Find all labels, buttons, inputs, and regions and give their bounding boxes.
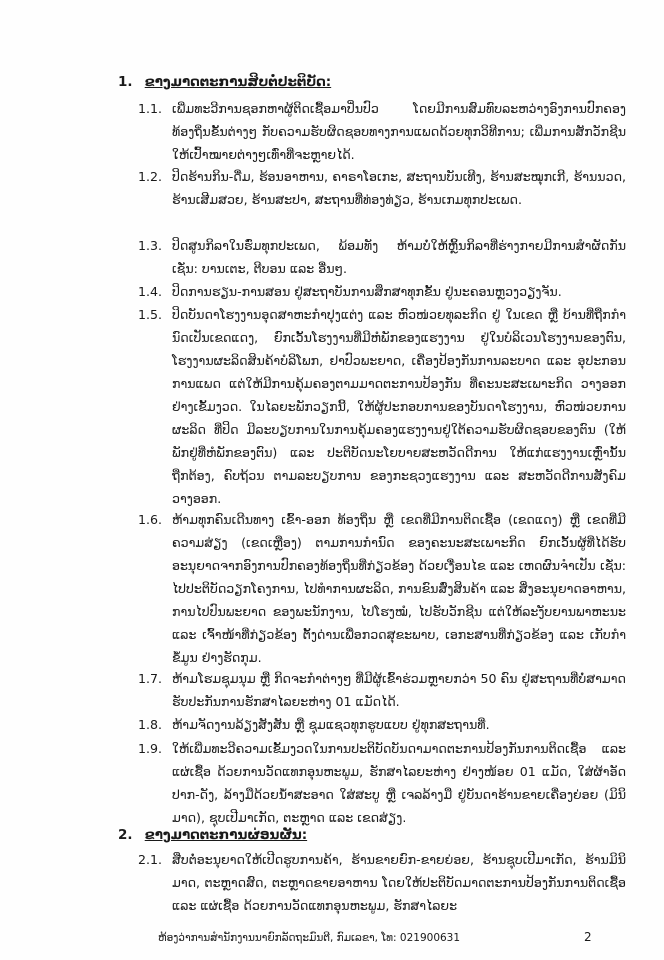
section-2-heading xyxy=(118,826,307,844)
item-number: 2.1. xyxy=(138,852,163,867)
item-text: ປິດການຮຽນ-ການສອນ ຢູ່ສະຖາບັນການສຶກສາທຸກຂັ້ນ ຢູ່ນະຄອນຫຼວງວຽງຈັນ. xyxy=(172,284,562,299)
item-text: ຫ້າມໂຮມຊຸມນຸມ ຫຼື ກິດຈະກໍາຕ່າງໆ ທີ່ມີຜູ້ເຂົ້າຮ່ວມຫຼາຍກວ່າ 50 ຄົນ ຢູ່ສະຖານທີ່ບໍ່ສາມາດຮັບປະກັນການຮັກສາໄລຍະຫ່າງ 01 ແມັດໄດ້. xyxy=(172,671,626,709)
list-item-1-2 xyxy=(138,165,626,211)
item-number: 1.9. xyxy=(138,741,163,756)
item-number: 1.3. xyxy=(138,238,163,253)
list-item-1-6 xyxy=(138,508,626,669)
list-item-1-5 xyxy=(138,303,626,510)
item-number: 1.5. xyxy=(138,307,163,322)
page-footer xyxy=(0,930,664,950)
section-1-number: 1. xyxy=(118,74,133,90)
item-text: ຫ້າມຈັດງານລ້ຽງສັງສັນ ຫຼື ຊຸມແຊວທຸກຮູບແບບ ຢູ່ທຸກສະຖານທີ່. xyxy=(172,717,490,732)
list-item-1-7 xyxy=(138,667,626,713)
list-item-1-8 xyxy=(138,713,626,736)
section-1-heading xyxy=(118,73,331,91)
item-number: 1.6. xyxy=(138,512,163,527)
item-number: 1.8. xyxy=(138,717,163,732)
section-1-title: ຂາງມາດຕະການສິບຕໍ່ປະຕິບັດ: xyxy=(144,74,332,90)
list-item-2-1 xyxy=(138,848,626,917)
item-number: 1.4. xyxy=(138,284,163,299)
list-item-1-9 xyxy=(138,737,626,829)
item-text: ຫ້າມທຸກຄົນເດີນທາງ ເຂົ້າ-ອອກ ທ້ອງຖິ່ນ ຫຼື ເຂດທີ່ມີການຕິດເຊື້ອ (ເຂດແດງ) ຫຼື ເຂດທີ່ມີຄວາມສ່ຽງ (ເຂດເຫຼືອງ) ຕາມການກໍານົດ ຂອງຄະນະສະເພາະກິດ ຍົກເວັ້ນຜູ້ທີ່ໄດ້ຮັບອະນຸຍາດຈາກອົງການປົກຄອງທ້ອງຖິ່ນທີ່ກ່ຽວຂ້ອງ ດ້ວຍເງື່ອນໄຂ ແລະ ເຫດຜົນຈໍາເປັນ ເຊັ່ນ: ໄປປະຕິບັດວຽກໂຄງການ, ໄປທໍາການຜະລິດ, ການຂົນສົ່ງສິນຄ້າ ແລະ ສິ່ງອະນຸຍາດອາຫານ, ການໄປປົນພະຍາດ ຂອງພະນັກງານ, ໄປໂຮງໝໍ, ໄປຮັບວັກຊີນ ແຕ່ໃຫ້ລະງັບຍານພາຫະນະ ແລະ ເຈົ້າໜ້າທີ່ກ່ຽວຂ້ອງ ຕັ້ງດ່ານເພື່ອກວດສຸຂະພາບ, ເອກະສານທີ່ກ່ຽວຂ້ອງ ແລະ ເກັບກໍາຂໍ້ມູນ ຢ່າງຮັດກຸມ. xyxy=(172,512,626,665)
page-number: 2 xyxy=(584,930,592,944)
item-text: ປິດຮ້ານກິນ-ດື່ມ, ຮ້ອນອາຫານ, ຄາຣາໂອເກະ, ສະຖານບັນເທີງ, ຮ້ານສະໝຸກເກີ, ຮ້ານນວດ, ຮ້ານເສີມສວຍ, ຮ້ານສະປາ, ສະຖານທີ່ທ່ອງທ່ຽວ, ຮ້ານເກມທຸກປະເພດ. xyxy=(172,169,626,207)
list-item-1-4 xyxy=(138,280,626,303)
list-item-1-3 xyxy=(138,234,626,280)
item-text: ສືບຕໍ່ອະນຸຍາດໃຫ້ເປີດຮູບການຄ້າ, ຮ້ານຂາຍຍົກ-ຂາຍຍ່ອຍ, ຮ້ານຊຸບເປີມາເກັດ, ຮ້ານມິນິມາດ, ຕະຫຼາດສົດ, ຕະຫຼາດຂາຍອາຫານ ໂດຍໃຫ້ປະຕິບັດມາດຕະການປ້ອງກັນການຕິດເຊື້ອ ແລະ ແຜ່ເຊື້ອ ດ້ວຍການວັດແທກອຸນຫະພູມ, ຮັກສາໄລຍະ xyxy=(172,852,626,913)
item-text: ປິດບັນດາໂຮງງານອຸດສາຫະກໍາປຸງແຕ່ງ ແລະ ຫົວໜ່ວຍທຸລະກິດ ຢູ່ ໃນເຂດ ຫຼື ບ້ານທີ່ຖືກກໍານົດເປັນເຂດແດງ, ຍົກເວັ້ນໂຮງງານທີ່ມີຫໍພັກຂອງແຮງງານ ຢູ່ໃນບໍລິເວນໂຮງງານຂອງຕົນ, ໂຮງງານຜະລິດສິນຄ້າບໍລິໂພກ, ຢາປົວພະຍາດ, ເຄື່ອງປ້ອງກັນການລະບາດ ແລະ ອຸປະກອນການແພດ ແຕ່ໃຫ້ມີການຄຸ້ມຄອງຕາມມາດຕະການປ້ອງກັນ ທີ່ຄະນະສະເພາະກິດ ວາງອອກ ຢ່າງເຂັ້ມງວດ. ໃນໄລຍະພັກວຽກນີ້, ໃຫ້ຜູ້ປະກອບການຂອງບັນດາໂຮງງານ, ຫົວໜ່ວຍການຜະລິດ ທີ່ປິດ ມີລະບຽບການໃນການຄຸ້ມຄອງແຮງງານຢູ່ໃຕ້ຄວາມຮັບຜິດຊອບຂອງຕົນ (ໃຫ້ພັກຢູ່ທີ່ຫໍພັກຂອງຕົນ) ແລະ ປະຕິບັດນະໂຍບາຍສະຫວັດດີການ ໃຫ້ແກ່ແຮງງານເຫຼົ່ານັ້ນ ຖືກຕ້ອງ, ຄົບຖ້ວນ ຕາມລະບຽບການ ຂອງກະຊວງແຮງງານ ແລະ ສະຫວັດດີການສັງຄົມ ວາງອອກ. xyxy=(172,307,626,506)
item-text: ໃຫ້ເພີ່ມທະວີຄວາມເຂັ້ມງວດໃນການປະຕິບັດບັນດາມາດຕະການປ້ອງກັນການຕິດເຊື້ອ ແລະ ແຜ່ເຊື້ອ ດ້ວຍການວັດແທກອຸນຫະພູມ, ຮັກສາໄລຍະຫ່າງ ຢ່າງໜ້ອຍ 01 ແມັດ, ໃສ່ຜ້າອັດປາກ-ດັງ, ລ້າງມືດ້ວຍນໍ້າສະອາດ ໃສ່ສະບູ ຫຼື ເຈລລ້າງມື ຢູ່ບັນດາຮ້ານຂາຍເຄື່ອງຍ່ອຍ (ມິນິມາດ), ຊຸບເປີມາເກັດ, ຕະຫຼາດ ແລະ ເຂດສ່ຽງ. xyxy=(172,741,626,825)
item-text: ເພີ່ມທະວີການຊອກຫາຜູ້ຕິດເຊື້ອມາປິ່ນປົວ ໂດຍມີການສົມທົບລະຫວ່າງອົງການປົກຄອງທ້ອງຖິ່ນຂັ້ນຕ່າງໆ ກັບຄວາມຮັບຜິດຊອບທາງການແພດດ້ວຍທຸກວິທີການ; ເພີ່ມການສັກວັກຊີນໃຫ້ເປົ້າໝາຍຕ່າງໆເທົ່າທີ່ຈະຫຼາຍໄດ້. xyxy=(172,101,626,162)
item-number: 1.2. xyxy=(138,169,163,184)
item-text: ປິດສູນກິລາໃນຮົ່ມທຸກປະເພດ, ພ້ອມທັງ ຫ້າມບໍ່ໃຫ້ຫຼິ້ນກິລາທີ່ຮ່າງກາຍມີການສໍາຜັດກັນ ເຊັ່ນ: ບານເຕະ, ຕີບອນ ແລະ ອື່ນໆ. xyxy=(172,238,626,276)
list-item-1-1 xyxy=(138,97,626,166)
section-2-title: ຂາງມາດຕະການຜ່ອນຜັນ: xyxy=(144,827,308,843)
section-2-number: 2. xyxy=(118,827,133,843)
item-number: 1.1. xyxy=(138,101,163,116)
item-number: 1.7. xyxy=(138,671,163,686)
footer-contact: ຫ້ອງວ່າການສໍານັກງານນາຍົກລັດຖະມົນຕີ, ກົມເລຂາ, ໂທ: 021900631 xyxy=(158,932,461,944)
